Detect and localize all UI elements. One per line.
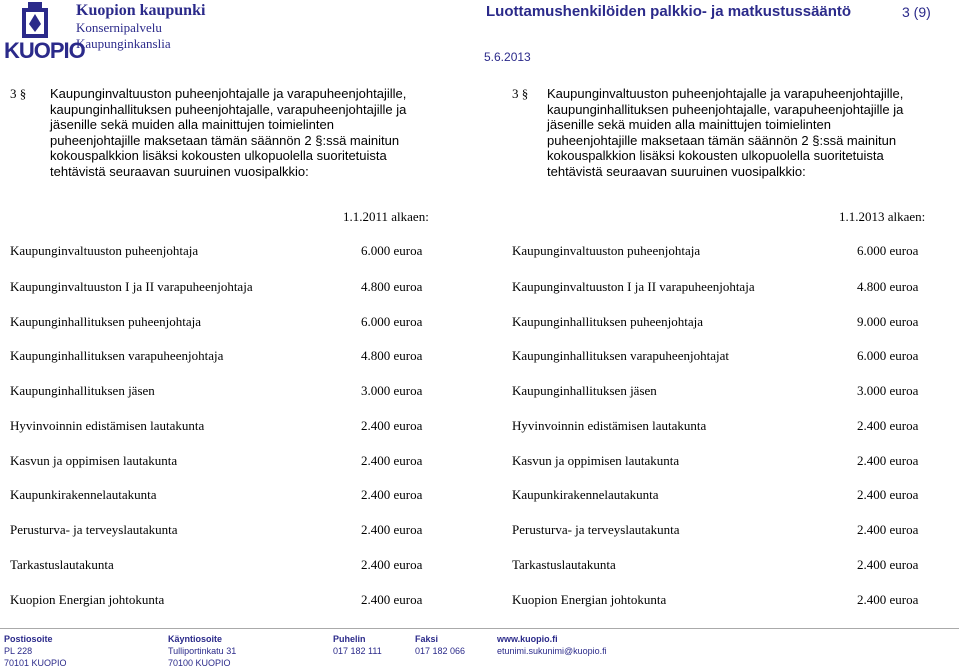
footer-postal-title: Postiosoite [4, 634, 53, 644]
right-effective-date: 1.1.2013 alkaen: [839, 209, 926, 224]
footer-web-link[interactable]: www.kuopio.fi [497, 634, 558, 644]
left-row-amount: 2.400 euroa [361, 522, 423, 537]
right-row-label: Kaupunginvaltuuston I ja II varapuheenjohtaja [512, 279, 755, 294]
right-line-6: tehtävistä seuraavan suuruinen vuosipalkkio: [547, 163, 806, 179]
right-row-amount: 2.400 euroa [857, 522, 919, 537]
left-line-2: kaupunginhallituksen puheenjohtajalle, varapuheenjohtajille ja [50, 101, 407, 117]
left-row-amount: 2.400 euroa [361, 487, 423, 502]
left-row-label: Kaupunginvaltuuston puheenjohtaja [10, 243, 199, 258]
right-row-amount: 2.400 euroa [857, 487, 919, 502]
org-name: Kuopion kaupunki [76, 2, 206, 19]
left-line-4: puheenjohtajille maksetaan tämän säännön 2 §:ssä mainitun [50, 132, 400, 148]
left-row-label: Hyvinvoinnin edistämisen lautakunta [10, 418, 205, 433]
right-row-label: Kaupunkirakennelautakunta [512, 487, 659, 502]
left-row-amount: 6.000 euroa [361, 243, 423, 258]
right-row-label: Hyvinvoinnin edistämisen lautakunta [512, 418, 707, 433]
right-line-1: Kaupunginvaltuuston puheenjohtajalle ja varapuheenjohtajille, [547, 86, 904, 101]
right-row-label: Kaupunginvaltuuston puheenjohtaja [512, 243, 701, 258]
footer-web [497, 633, 607, 657]
right-row-amount: 2.400 euroa [857, 453, 919, 468]
right-row-label: Kasvun ja oppimisen lautakunta [512, 453, 680, 468]
left-row-amount: 2.400 euroa [361, 418, 423, 433]
right-line-3: jäsenille sekä muiden alla mainittujen toimielinten [547, 117, 831, 132]
right-row-label: Kaupunginhallituksen puheenjohtaja [512, 314, 703, 329]
left-line-5: kokouspalkkion lisäksi kokousten ulkopuolella suoritetuista [50, 148, 387, 163]
left-row-amount: 4.800 euroa [361, 348, 423, 363]
right-row-amount: 3.000 euroa [857, 383, 919, 398]
left-row-label: Kaupunginhallituksen varapuheenjohtaja [10, 348, 224, 363]
left-row-label: Kaupunginhallituksen puheenjohtaja [10, 314, 201, 329]
right-row-amount: 2.400 euroa [857, 418, 919, 433]
footer-postal-l2: 70101 KUOPIO [4, 658, 67, 668]
left-row-label: Perusturva- ja terveyslautakunta [10, 522, 178, 537]
right-line-2: kaupunginhallituksen puheenjohtajalle, varapuheenjohtajille ja [547, 101, 904, 117]
footer-divider [0, 628, 959, 629]
page-number: 3 (9) [902, 4, 931, 20]
left-row-amount: 2.400 euroa [361, 453, 423, 468]
document-title: Luottamushenkilöiden palkkio- ja matkustussääntö [486, 3, 852, 20]
footer-visit-title: Käyntiosoite [168, 634, 223, 644]
right-row-label: Kaupunginhallituksen jäsen [512, 383, 657, 398]
right-row-label: Kaupunginhallituksen varapuheenjohtajat [512, 348, 729, 363]
left-row-amount: 4.800 euroa [361, 279, 423, 294]
left-paragraph [50, 86, 406, 179]
left-row-label: Kaupunginhallituksen jäsen [10, 383, 155, 398]
left-row-amount: 6.000 euroa [361, 314, 423, 329]
right-row-amount: 6.000 euroa [857, 348, 919, 363]
footer-postal-l1: PL 228 [4, 646, 33, 656]
footer-visit [168, 633, 236, 669]
footer-phone-l1: 017 182 111 [333, 646, 382, 656]
left-line-1: Kaupunginvaltuuston puheenjohtajalle ja varapuheenjohtajille, [50, 86, 407, 101]
right-row-label: Tarkastuslautakunta [512, 557, 616, 572]
right-section-number: 3 § [512, 86, 529, 101]
right-row-label: Perusturva- ja terveyslautakunta [512, 522, 680, 537]
footer-phone-title: Puhelin [333, 634, 366, 644]
footer-phone [333, 633, 382, 657]
left-section-number: 3 § [10, 86, 27, 101]
left-row-amount: 2.400 euroa [361, 557, 423, 572]
right-line-5: kokouspalkkion lisäksi kokousten ulkopuolella suoritetuista [547, 148, 884, 163]
left-row-label: Kasvun ja oppimisen lautakunta [10, 453, 178, 468]
footer-fax-l1: 017 182 066 [415, 646, 466, 656]
logo-wordmark: KUOPIO [4, 38, 85, 63]
org-unit: Konsernipalvelu [76, 20, 162, 35]
left-row-label: Kuopion Energian johtokunta [10, 592, 165, 607]
footer-email[interactable]: etunimi.sukunimi@kuopio.fi [497, 646, 607, 656]
org-sub: Kaupunginkanslia [76, 36, 171, 51]
right-row-label: Kuopion Energian johtokunta [512, 592, 667, 607]
footer-fax-title: Faksi [415, 634, 439, 644]
right-line-4: puheenjohtajille maksetaan tämän säännön 2 §:ssä mainitun [547, 132, 897, 148]
right-row-amount: 4.800 euroa [857, 279, 919, 294]
right-row-amount: 2.400 euroa [857, 592, 919, 607]
left-line-6: tehtävistä seuraavan suuruinen vuosipalkkio: [50, 163, 309, 179]
left-row-label: Kaupunginvaltuuston I ja II varapuheenjohtaja [10, 279, 253, 294]
left-row-amount: 2.400 euroa [361, 592, 423, 607]
left-effective-date: 1.1.2011 alkaen: [343, 209, 429, 224]
left-row-amount: 3.000 euroa [361, 383, 423, 398]
left-row-label: Tarkastuslautakunta [10, 557, 114, 572]
document-date: 5.6.2013 [484, 50, 531, 64]
left-line-3: jäsenille sekä muiden alla mainittujen toimielinten [50, 117, 334, 132]
footer-postal [4, 633, 67, 669]
right-row-amount: 6.000 euroa [857, 243, 919, 258]
footer-fax [415, 633, 465, 657]
left-row-label: Kaupunkirakennelautakunta [10, 487, 157, 502]
footer-visit-l2: 70100 KUOPIO [168, 658, 231, 668]
right-paragraph [547, 86, 903, 179]
right-row-amount: 2.400 euroa [857, 557, 919, 572]
coat-of-arms-icon [4, 0, 70, 40]
footer-visit-l1: Tulliportinkatu 31 [168, 646, 237, 656]
right-row-amount: 9.000 euroa [857, 314, 919, 329]
